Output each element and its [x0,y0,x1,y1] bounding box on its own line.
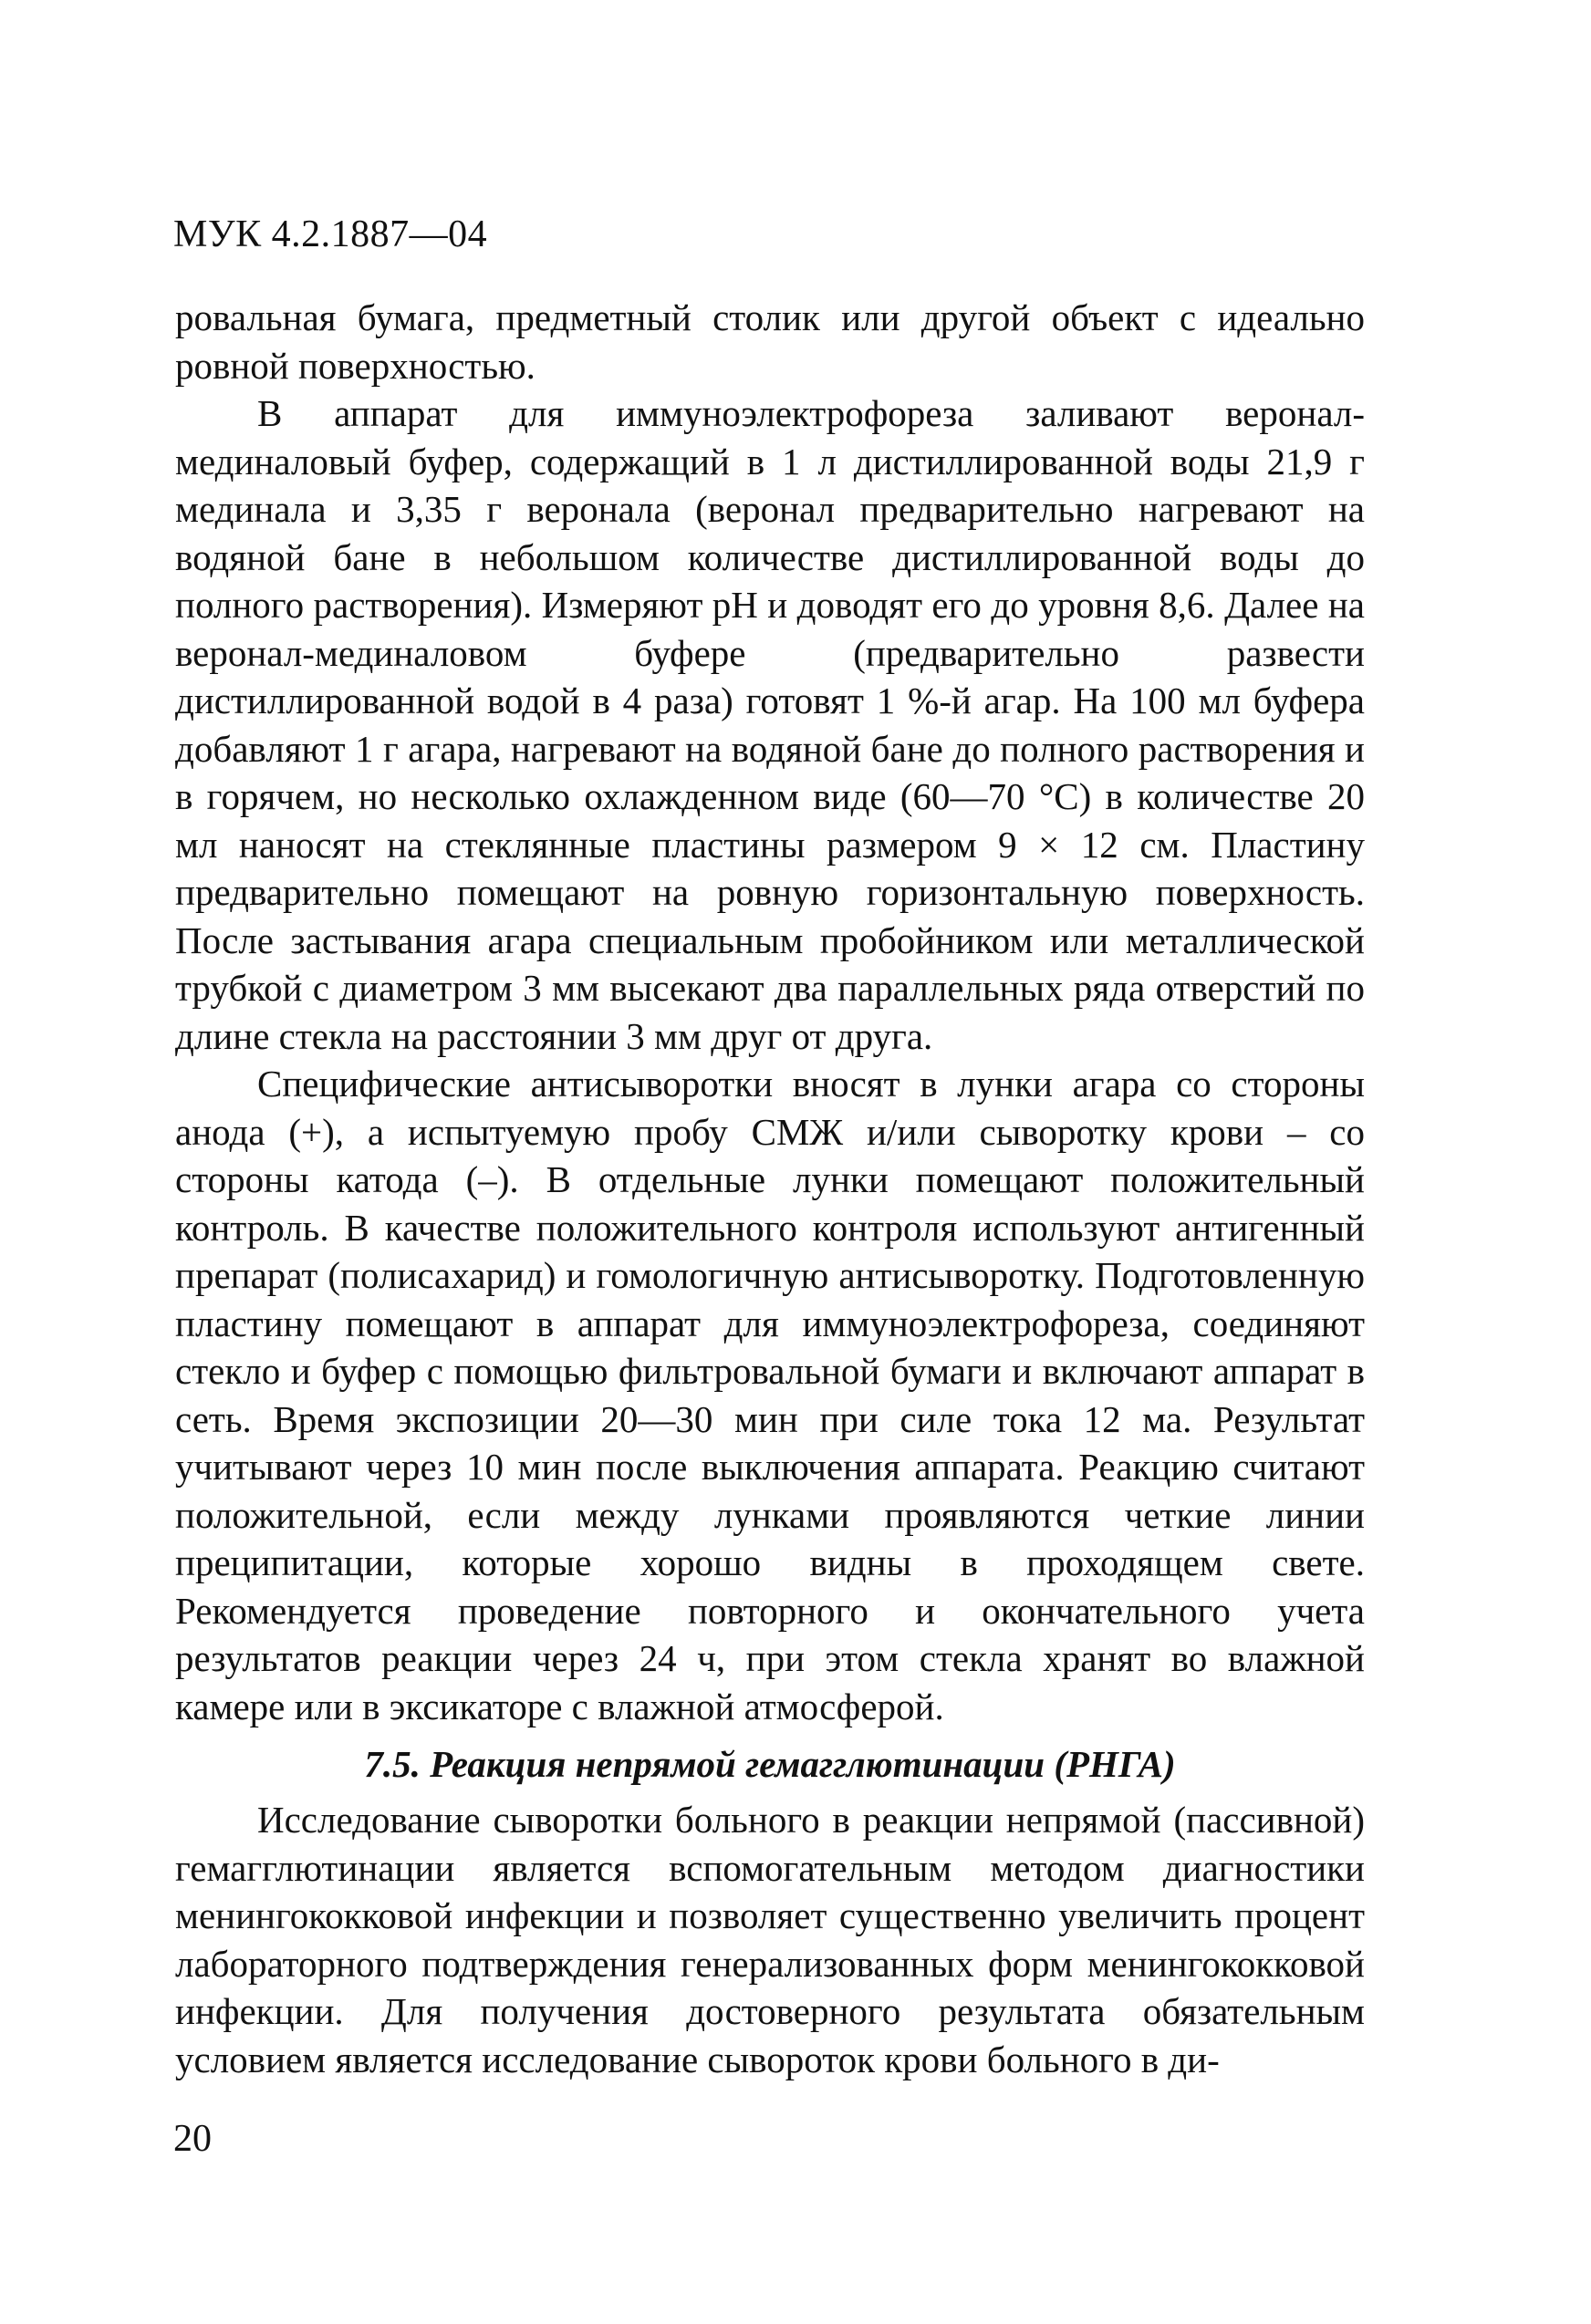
paragraph-continuation: ровальная бумага, предметный столик или другой объект с идеально ровной поверхностью. [175,296,1365,387]
body-text [175,294,1365,2083]
paragraph-rnga-intro: Исследование сыворотки больного в реакции непрямой (пассивной) гемагглютинации является вспомогательным методом диагностики менингококковой инфекции и позволяет существенно увеличить процент лабораторного подтверждения генерализованных форм менингококковой инфекции. Для получения достоверного результата обязательным условием является исследование сывороток крови больного в ди- [175,1799,1365,2080]
section-heading: 7.5. Реакция непрямой гемагглютинации (РНГА) [364,1743,1176,1785]
paragraph-buffer-preparation: В аппарат для иммуноэлектрофореза заливают веронал-мединаловый буфер, содержащий в 1 л дистиллированной воды 21,9 г мединала и 3,35 г веронала (веронал предварительно нагревают на водяной бане в небольшом количестве дистиллированной воды до полного растворения). Измеряют pH и доводят его до уровня 8,6. Далее на веронал-мединаловом буфере (предварительно развести дистиллированной водой в 4 раза) готовят 1 %-й агар. На 100 мл буфера добавляют 1 г агара, нагревают на водяной бане до полного растворения и в горячем, но несколько охлажденном виде (60—70 °С) в количестве 20 мл наносят на стеклянные пластины размером 9 × 12 см. Пластину предварительно помещают на ровную горизонтальную поверхность. После застывания агара специальным пробойником или металлической трубкой с диаметром 3 мм высекают два параллельных ряда отверстий по длине стекла на расстоянии 3 мм друг от друга. [175,392,1365,1057]
paragraph-antisera-procedure: Специфические антисыворотки вносят в лунки агара со стороны анода (+), а испытуемую пробу СМЖ и/или сыворотку крови – со стороны катода (–). В отдельные лунки помещают положительный контроль. В качестве положительного контроля используют антигенный препарат (полисахарид) и гомологичную антисыворотку. Подготовленную пластину помещают в аппарат для иммуноэлектрофореза, соединяют стекло и буфер с помощью фильтровальной бумаги и включают аппарат в сеть. Время экспозиции 20—30 мин при силе тока 12 ма. Результат учитывают через 10 мин после выключения аппарата. Реакцию считают положительной, если между лунками проявляются четкие линии преципитации, которые хорошо видны в проходящем свете. Рекомендуется проведение повторного и окончательного учета результатов реакции через 24 ч, при этом стекла хранят во влажной камере или в эксикаторе с влажной атмосферой. [175,1063,1365,1727]
page-number: 20 [173,2118,212,2160]
running-header: МУК 4.2.1887—04 [173,213,488,255]
